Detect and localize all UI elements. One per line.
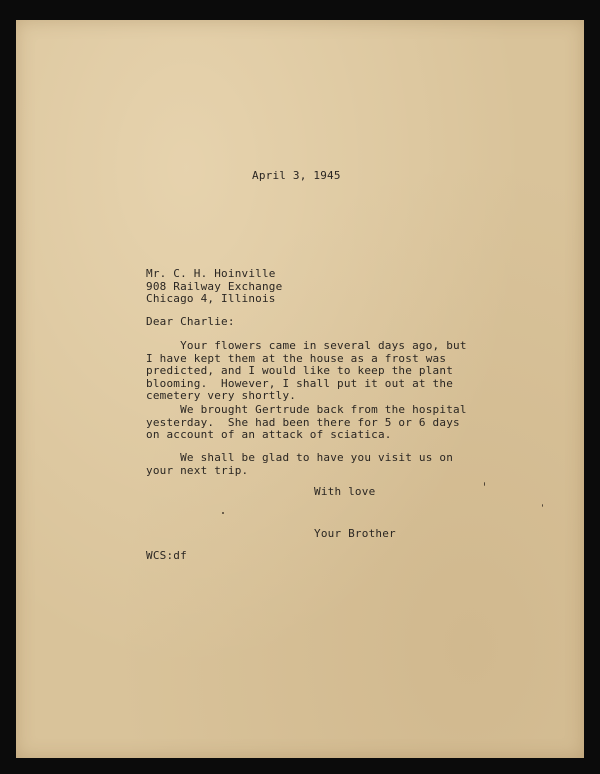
body-paragraph [146, 452, 453, 477]
paper-speck [222, 512, 224, 514]
body-paragraph [146, 404, 467, 442]
paragraph-line: cemetery very shortly. [146, 389, 297, 402]
paragraph-line: I have kept them at the house as a frost was [146, 351, 447, 365]
paragraph-line: blooming. However, I shall put it out at the [146, 376, 454, 390]
recipient-address [146, 268, 282, 306]
paragraph-line: on account of an attack of sciatica. [146, 428, 392, 441]
paragraph-line: Your flowers came in several days ago, but [146, 339, 467, 352]
salutation: Dear Charlie: [146, 315, 235, 328]
paragraph-line: your next trip. [146, 463, 249, 477]
closing: With love [314, 485, 376, 498]
paragraph-line: predicted, and I would like to keep the plant [146, 364, 454, 377]
paragraph-line: We shall be glad to have you visit us on [146, 451, 454, 464]
body-paragraph [146, 340, 467, 403]
recipient-name: Mr. C. H. Hoinville [146, 267, 276, 280]
paragraph-line: yesterday. She had been there for 5 or 6 days [146, 415, 460, 429]
signature-line: Your Brother [314, 527, 396, 540]
recipient-city: Chicago 4, Illinois [146, 292, 276, 305]
paper-speck [484, 482, 485, 486]
paper-speck [542, 504, 543, 507]
letter-date: April 3, 1945 [252, 169, 341, 182]
paragraph-line: We brought Gertrude back from the hospital [146, 403, 467, 416]
letter-page [16, 20, 584, 758]
reference-initials: WCS:df [146, 549, 187, 562]
recipient-street: 908 Railway Exchange [146, 279, 283, 293]
